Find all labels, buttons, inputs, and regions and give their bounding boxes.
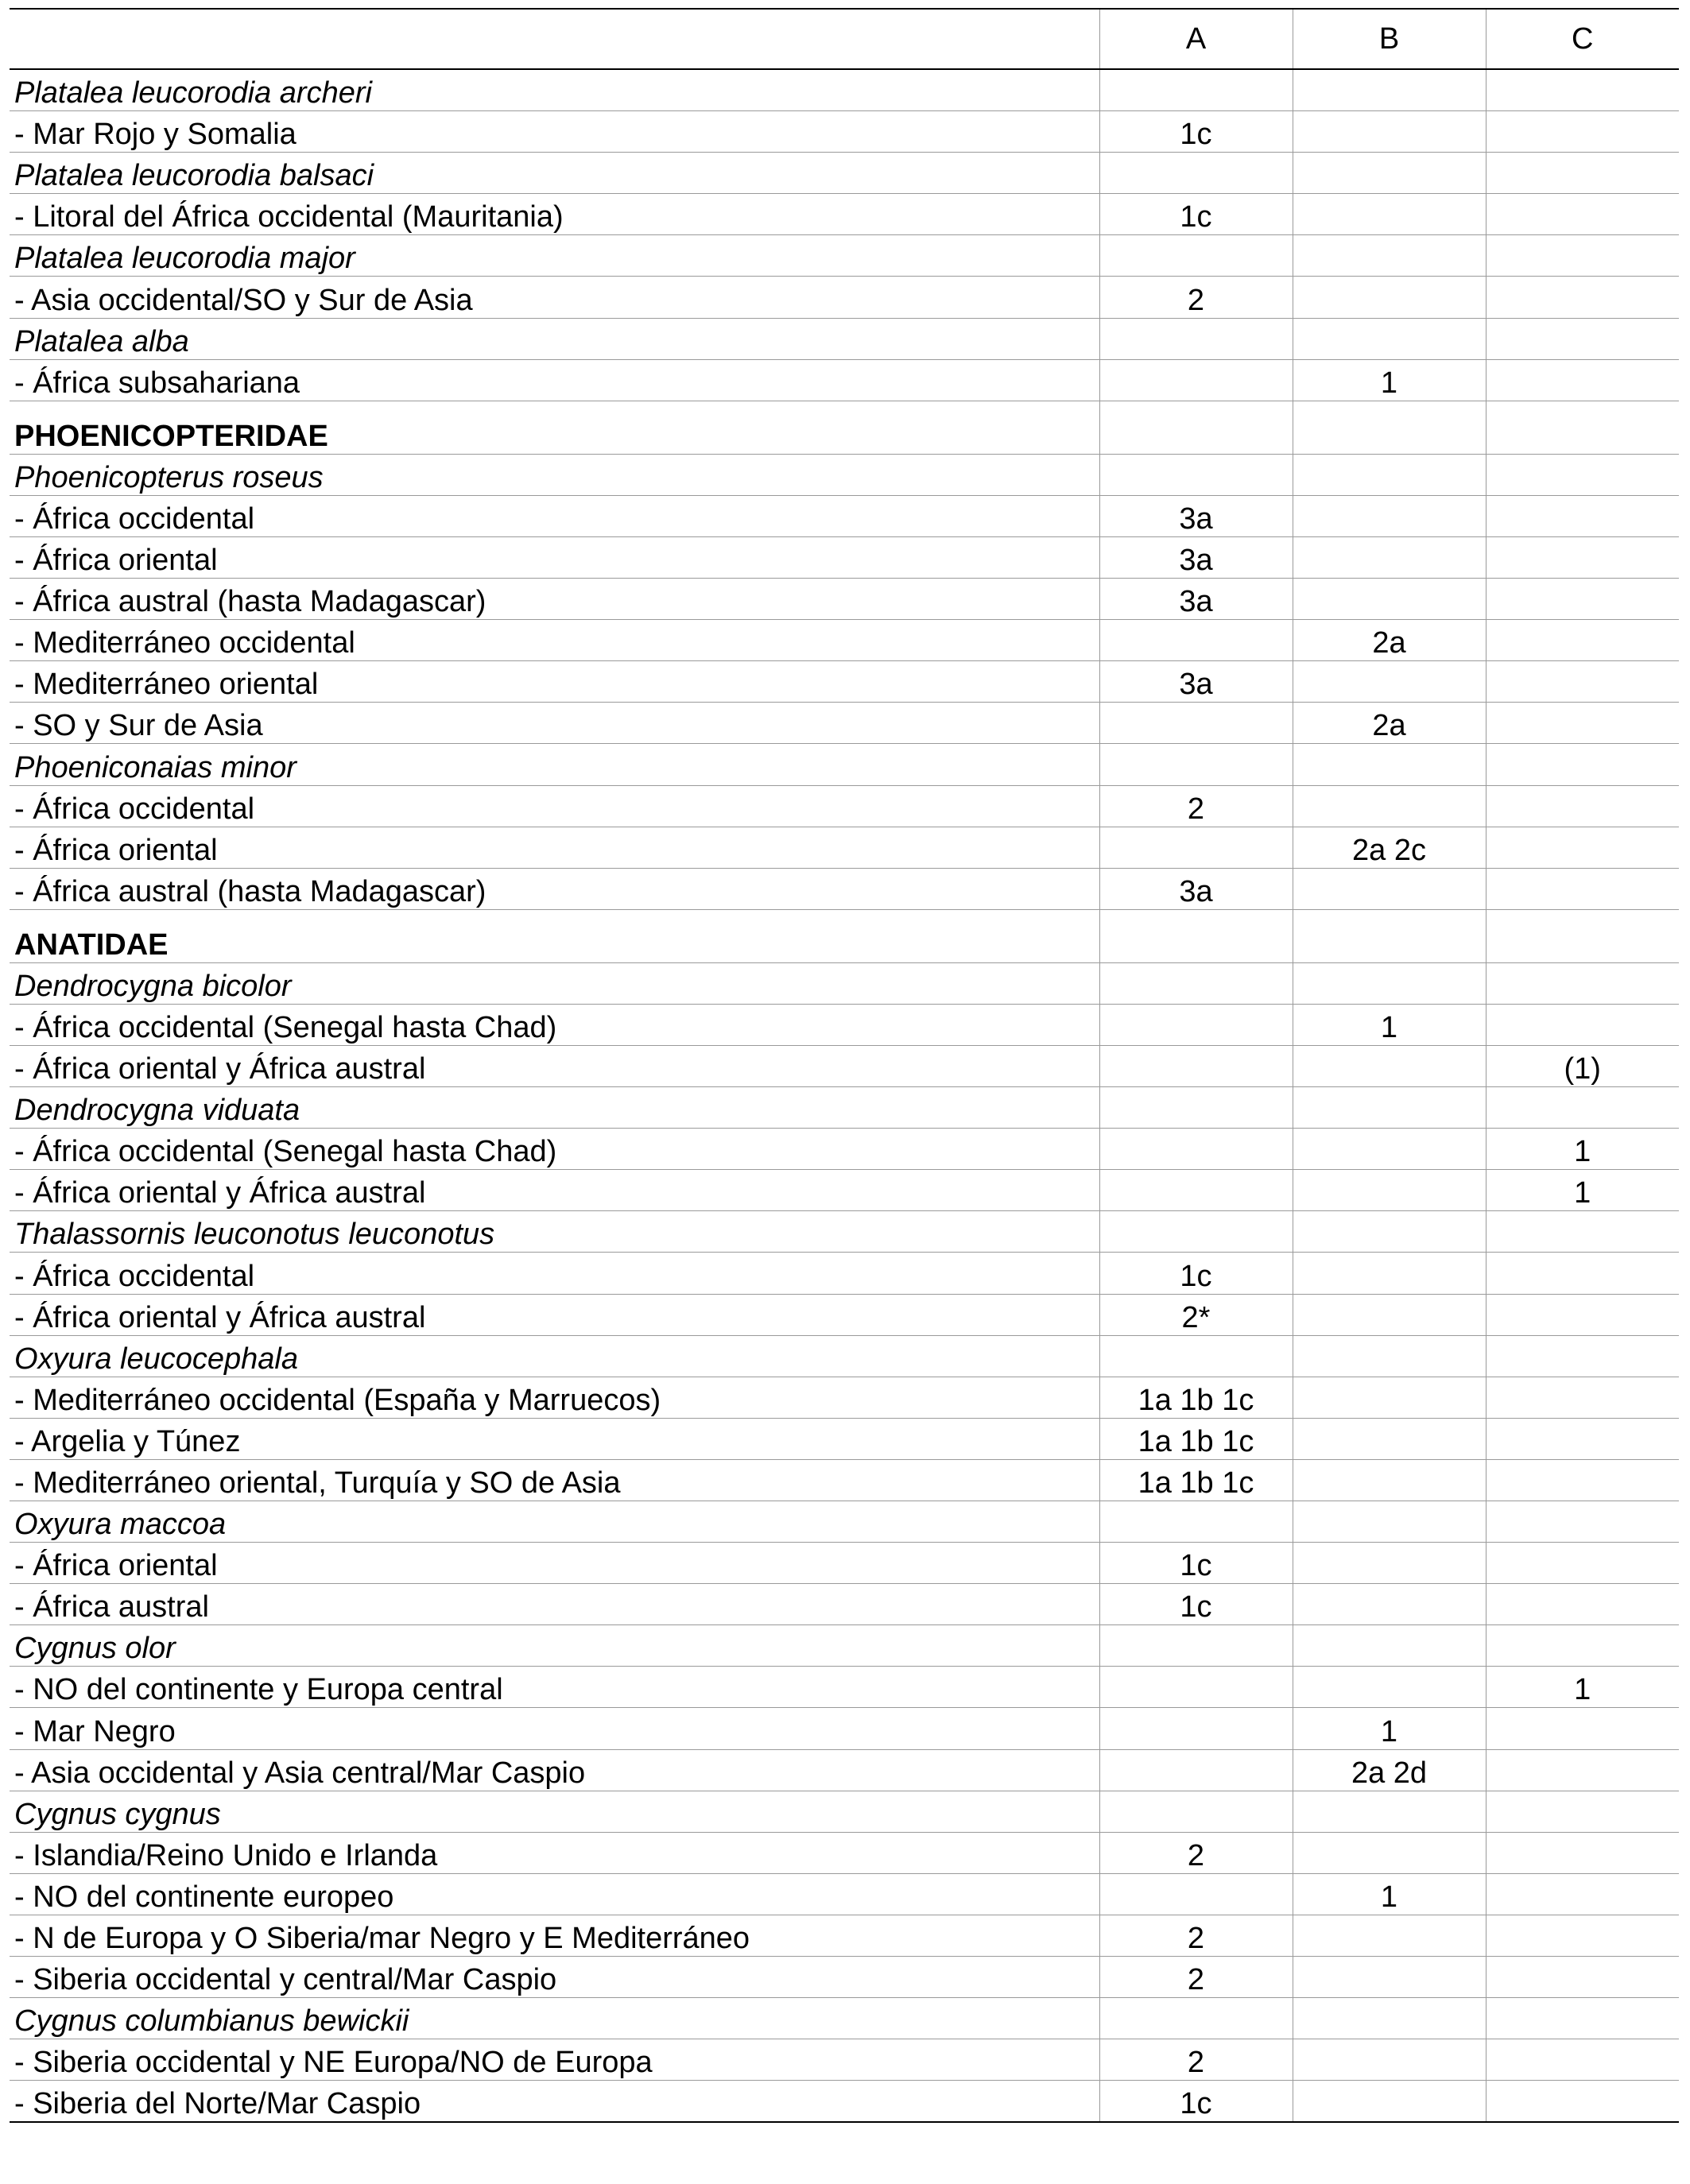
table-row <box>10 1045 1679 1086</box>
value-column-b <box>1293 744 1486 785</box>
row-label: - Siberia occidental y central/Mar Caspio <box>10 1957 1099 1998</box>
value-column-a <box>1099 1129 1293 1170</box>
value-column-b <box>1293 111 1486 153</box>
value-column-b <box>1293 1045 1486 1086</box>
value-column-a: 2 <box>1099 1832 1293 1873</box>
value-column-a <box>1099 1087 1293 1129</box>
row-label: Dendrocygna bicolor <box>10 962 1099 1004</box>
value-column-c <box>1486 1832 1679 1873</box>
row-label: Oxyura maccoa <box>10 1501 1099 1543</box>
value-column-c <box>1486 2039 1679 2081</box>
value-column-a: 3a <box>1099 579 1293 620</box>
value-column-b <box>1293 1129 1486 1170</box>
value-column-a <box>1099 909 1293 962</box>
value-column-a: 1a 1b 1c <box>1099 1459 1293 1501</box>
value-column-b <box>1293 1915 1486 1956</box>
value-column-b <box>1293 1253 1486 1294</box>
value-column-c <box>1486 1749 1679 1791</box>
value-column-a <box>1099 1501 1293 1543</box>
value-column-a: 2 <box>1099 1957 1293 1998</box>
row-label: - África oriental y África austral <box>10 1045 1099 1086</box>
table-row <box>10 1749 1679 1791</box>
row-label: - Asia occidental y Asia central/Mar Caspio <box>10 1749 1099 1791</box>
value-column-b <box>1293 401 1486 454</box>
value-column-a <box>1099 1045 1293 1086</box>
table-header-row <box>10 9 1679 69</box>
table-row <box>10 703 1679 744</box>
value-column-b: 1 <box>1293 1873 1486 1915</box>
value-column-c <box>1486 1708 1679 1749</box>
row-label: Cygnus columbianus bewickii <box>10 1998 1099 2039</box>
species-row <box>10 153 1679 194</box>
value-column-c <box>1486 1584 1679 1625</box>
row-label: - NO del continente y Europa central <box>10 1667 1099 1708</box>
value-column-a <box>1099 1791 1293 1832</box>
value-column-a: 2* <box>1099 1294 1293 1335</box>
table-row <box>10 1253 1679 1294</box>
row-label: - Asia occidental/SO y Sur de Asia <box>10 277 1099 318</box>
table-row <box>10 536 1679 578</box>
table-row <box>10 827 1679 868</box>
value-column-b <box>1293 1294 1486 1335</box>
population-status-table <box>10 8 1679 2123</box>
value-column-a <box>1099 318 1293 359</box>
value-column-c <box>1486 1459 1679 1501</box>
table-row <box>10 277 1679 318</box>
value-column-c <box>1486 1501 1679 1543</box>
species-row <box>10 1501 1679 1543</box>
value-column-a: 3a <box>1099 661 1293 703</box>
species-row <box>10 1998 1679 2039</box>
value-column-b <box>1293 785 1486 827</box>
value-column-c <box>1486 868 1679 909</box>
value-column-a <box>1099 962 1293 1004</box>
table-row <box>10 2039 1679 2081</box>
value-column-b <box>1293 962 1486 1004</box>
value-column-b <box>1293 1170 1486 1211</box>
value-column-c <box>1486 703 1679 744</box>
value-column-b <box>1293 868 1486 909</box>
row-label: - N de Europa y O Siberia/mar Negro y E Mediterráneo <box>10 1915 1099 1956</box>
row-label: Platalea alba <box>10 318 1099 359</box>
value-column-b: 2a 2c <box>1293 827 1486 868</box>
value-column-c <box>1486 1211 1679 1253</box>
value-column-b <box>1293 1998 1486 2039</box>
table-row <box>10 1708 1679 1749</box>
value-column-c <box>1486 1253 1679 1294</box>
table-row <box>10 111 1679 153</box>
row-label: - África oriental y África austral <box>10 1294 1099 1335</box>
table-row <box>10 1915 1679 1956</box>
value-column-c <box>1486 111 1679 153</box>
value-column-b: 2a 2d <box>1293 1749 1486 1791</box>
value-column-c <box>1486 318 1679 359</box>
value-column-b <box>1293 1667 1486 1708</box>
value-column-b: 1 <box>1293 359 1486 401</box>
row-label: - África oriental <box>10 536 1099 578</box>
value-column-c <box>1486 454 1679 495</box>
value-column-b <box>1293 1211 1486 1253</box>
value-column-a: 3a <box>1099 868 1293 909</box>
table-row <box>10 1170 1679 1211</box>
value-column-b <box>1293 2039 1486 2081</box>
value-column-b: 1 <box>1293 1004 1486 1045</box>
table-row <box>10 194 1679 235</box>
row-label: - Siberia del Norte/Mar Caspio <box>10 2081 1099 2123</box>
value-column-b <box>1293 1584 1486 1625</box>
value-column-b <box>1293 69 1486 111</box>
value-column-c <box>1486 909 1679 962</box>
value-column-a: 1c <box>1099 111 1293 153</box>
value-column-b: 2a <box>1293 703 1486 744</box>
value-column-c <box>1486 620 1679 661</box>
value-column-a <box>1099 153 1293 194</box>
header-column-a: A <box>1099 9 1293 69</box>
value-column-c <box>1486 962 1679 1004</box>
species-row <box>10 318 1679 359</box>
value-column-c <box>1486 1335 1679 1377</box>
value-column-c: 1 <box>1486 1129 1679 1170</box>
table-row <box>10 1543 1679 1584</box>
row-label: - Islandia/Reino Unido e Irlanda <box>10 1832 1099 1873</box>
row-label: - África occidental <box>10 1253 1099 1294</box>
value-column-c <box>1486 1543 1679 1584</box>
value-column-c <box>1486 1625 1679 1667</box>
value-column-a <box>1099 1335 1293 1377</box>
table-row <box>10 1418 1679 1459</box>
row-label: - Argelia y Túnez <box>10 1418 1099 1459</box>
value-column-b <box>1293 1335 1486 1377</box>
value-column-c <box>1486 744 1679 785</box>
value-column-c <box>1486 827 1679 868</box>
value-column-b <box>1293 661 1486 703</box>
species-row <box>10 1087 1679 1129</box>
row-label: Phoeniconaias minor <box>10 744 1099 785</box>
value-column-c <box>1486 359 1679 401</box>
table-row <box>10 785 1679 827</box>
value-column-a <box>1099 1708 1293 1749</box>
species-row <box>10 454 1679 495</box>
species-row <box>10 1335 1679 1377</box>
header-column-b: B <box>1293 9 1486 69</box>
row-label: - África oriental <box>10 827 1099 868</box>
row-label: - NO del continente europeo <box>10 1873 1099 1915</box>
value-column-c <box>1486 1418 1679 1459</box>
species-row <box>10 69 1679 111</box>
value-column-c: 1 <box>1486 1170 1679 1211</box>
value-column-a <box>1099 69 1293 111</box>
row-label: - África austral (hasta Madagascar) <box>10 868 1099 909</box>
value-column-b <box>1293 1418 1486 1459</box>
value-column-a: 2 <box>1099 1915 1293 1956</box>
value-column-c <box>1486 1004 1679 1045</box>
table-row <box>10 579 1679 620</box>
table-row <box>10 1377 1679 1418</box>
row-label: Platalea leucorodia archeri <box>10 69 1099 111</box>
family-row <box>10 909 1679 962</box>
value-column-c: 1 <box>1486 1667 1679 1708</box>
row-label: - África oriental y África austral <box>10 1170 1099 1211</box>
value-column-b <box>1293 1832 1486 1873</box>
value-column-b: 2a <box>1293 620 1486 661</box>
value-column-b <box>1293 277 1486 318</box>
value-column-c <box>1486 785 1679 827</box>
row-label: - Mediterráneo oriental <box>10 661 1099 703</box>
row-label: - África austral (hasta Madagascar) <box>10 579 1099 620</box>
value-column-a <box>1099 1998 1293 2039</box>
value-column-a <box>1099 1004 1293 1045</box>
value-column-c <box>1486 1873 1679 1915</box>
row-label: Platalea leucorodia major <box>10 235 1099 277</box>
value-column-c: (1) <box>1486 1045 1679 1086</box>
value-column-a <box>1099 401 1293 454</box>
table-row <box>10 1459 1679 1501</box>
value-column-c <box>1486 579 1679 620</box>
table-row <box>10 359 1679 401</box>
value-column-b <box>1293 153 1486 194</box>
value-column-b <box>1293 579 1486 620</box>
value-column-b <box>1293 1459 1486 1501</box>
value-column-b <box>1293 1957 1486 1998</box>
table-row <box>10 661 1679 703</box>
row-label: - Mar Negro <box>10 1708 1099 1749</box>
table-row <box>10 1873 1679 1915</box>
value-column-c <box>1486 194 1679 235</box>
row-label: Cygnus cygnus <box>10 1791 1099 1832</box>
row-label: - Mar Rojo y Somalia <box>10 111 1099 153</box>
table-row <box>10 1667 1679 1708</box>
value-column-c <box>1486 69 1679 111</box>
value-column-a <box>1099 1667 1293 1708</box>
value-column-c <box>1486 235 1679 277</box>
value-column-a: 2 <box>1099 785 1293 827</box>
value-column-c <box>1486 1998 1679 2039</box>
value-column-b: 1 <box>1293 1708 1486 1749</box>
species-row <box>10 1625 1679 1667</box>
value-column-a <box>1099 1211 1293 1253</box>
value-column-a <box>1099 359 1293 401</box>
value-column-a <box>1099 1873 1293 1915</box>
value-column-a: 1c <box>1099 1584 1293 1625</box>
table-row <box>10 1129 1679 1170</box>
value-column-c <box>1486 1377 1679 1418</box>
table-row <box>10 620 1679 661</box>
table-row <box>10 1004 1679 1045</box>
species-row <box>10 235 1679 277</box>
row-label: - Litoral del África occidental (Mauritania) <box>10 194 1099 235</box>
value-column-c <box>1486 277 1679 318</box>
row-label: ANATIDAE <box>10 909 1099 962</box>
row-label: Thalassornis leuconotus leuconotus <box>10 1211 1099 1253</box>
value-column-b <box>1293 1501 1486 1543</box>
value-column-a: 1c <box>1099 1543 1293 1584</box>
value-column-b <box>1293 194 1486 235</box>
table-row <box>10 1294 1679 1335</box>
row-label: - África occidental (Senegal hasta Chad) <box>10 1129 1099 1170</box>
row-label: - África oriental <box>10 1543 1099 1584</box>
value-column-c <box>1486 1294 1679 1335</box>
row-label: Cygnus olor <box>10 1625 1099 1667</box>
value-column-a <box>1099 1625 1293 1667</box>
value-column-a <box>1099 1170 1293 1211</box>
row-label: Phoenicopterus roseus <box>10 454 1099 495</box>
value-column-b <box>1293 318 1486 359</box>
value-column-b <box>1293 909 1486 962</box>
value-column-a: 2 <box>1099 2039 1293 2081</box>
row-label: - África occidental <box>10 495 1099 536</box>
table-row <box>10 1584 1679 1625</box>
value-column-a: 1c <box>1099 2081 1293 2123</box>
value-column-c <box>1486 153 1679 194</box>
table-row <box>10 1957 1679 1998</box>
row-label: Platalea leucorodia balsaci <box>10 153 1099 194</box>
value-column-a: 1a 1b 1c <box>1099 1418 1293 1459</box>
value-column-a <box>1099 1749 1293 1791</box>
species-row <box>10 1791 1679 1832</box>
value-column-b <box>1293 1377 1486 1418</box>
row-label: - África austral <box>10 1584 1099 1625</box>
row-label: - Siberia occidental y NE Europa/NO de Europa <box>10 2039 1099 2081</box>
value-column-a: 1a 1b 1c <box>1099 1377 1293 1418</box>
value-column-b <box>1293 536 1486 578</box>
row-label: Dendrocygna viduata <box>10 1087 1099 1129</box>
value-column-b <box>1293 495 1486 536</box>
table-row <box>10 868 1679 909</box>
value-column-c <box>1486 401 1679 454</box>
species-row <box>10 962 1679 1004</box>
family-row <box>10 401 1679 454</box>
value-column-c <box>1486 495 1679 536</box>
species-row <box>10 1211 1679 1253</box>
table-row <box>10 1832 1679 1873</box>
row-label: - África occidental (Senegal hasta Chad) <box>10 1004 1099 1045</box>
table-row <box>10 2081 1679 2123</box>
value-column-a: 2 <box>1099 277 1293 318</box>
value-column-a <box>1099 454 1293 495</box>
value-column-b <box>1293 235 1486 277</box>
value-column-c <box>1486 1791 1679 1832</box>
row-label: - África subsahariana <box>10 359 1099 401</box>
value-column-a <box>1099 235 1293 277</box>
value-column-a: 1c <box>1099 1253 1293 1294</box>
value-column-b <box>1293 1791 1486 1832</box>
value-column-c <box>1486 2081 1679 2123</box>
row-label: - Mediterráneo oriental, Turquía y SO de Asia <box>10 1459 1099 1501</box>
value-column-b <box>1293 454 1486 495</box>
row-label: - Mediterráneo occidental (España y Marruecos) <box>10 1377 1099 1418</box>
row-label: PHOENICOPTERIDAE <box>10 401 1099 454</box>
value-column-b <box>1293 1543 1486 1584</box>
value-column-c <box>1486 1957 1679 1998</box>
value-column-a <box>1099 827 1293 868</box>
value-column-a <box>1099 703 1293 744</box>
value-column-c <box>1486 661 1679 703</box>
table-row <box>10 495 1679 536</box>
value-column-a: 1c <box>1099 194 1293 235</box>
value-column-c <box>1486 1915 1679 1956</box>
value-column-b <box>1293 2081 1486 2123</box>
row-label: Oxyura leucocephala <box>10 1335 1099 1377</box>
value-column-a <box>1099 744 1293 785</box>
row-label: - África occidental <box>10 785 1099 827</box>
value-column-c <box>1486 536 1679 578</box>
row-label: - Mediterráneo occidental <box>10 620 1099 661</box>
value-column-c <box>1486 1087 1679 1129</box>
row-label: - SO y Sur de Asia <box>10 703 1099 744</box>
species-row <box>10 744 1679 785</box>
value-column-a: 3a <box>1099 495 1293 536</box>
value-column-b <box>1293 1087 1486 1129</box>
header-label-cell <box>10 9 1099 69</box>
value-column-a: 3a <box>1099 536 1293 578</box>
value-column-b <box>1293 1625 1486 1667</box>
value-column-a <box>1099 620 1293 661</box>
header-column-c: C <box>1486 9 1679 69</box>
